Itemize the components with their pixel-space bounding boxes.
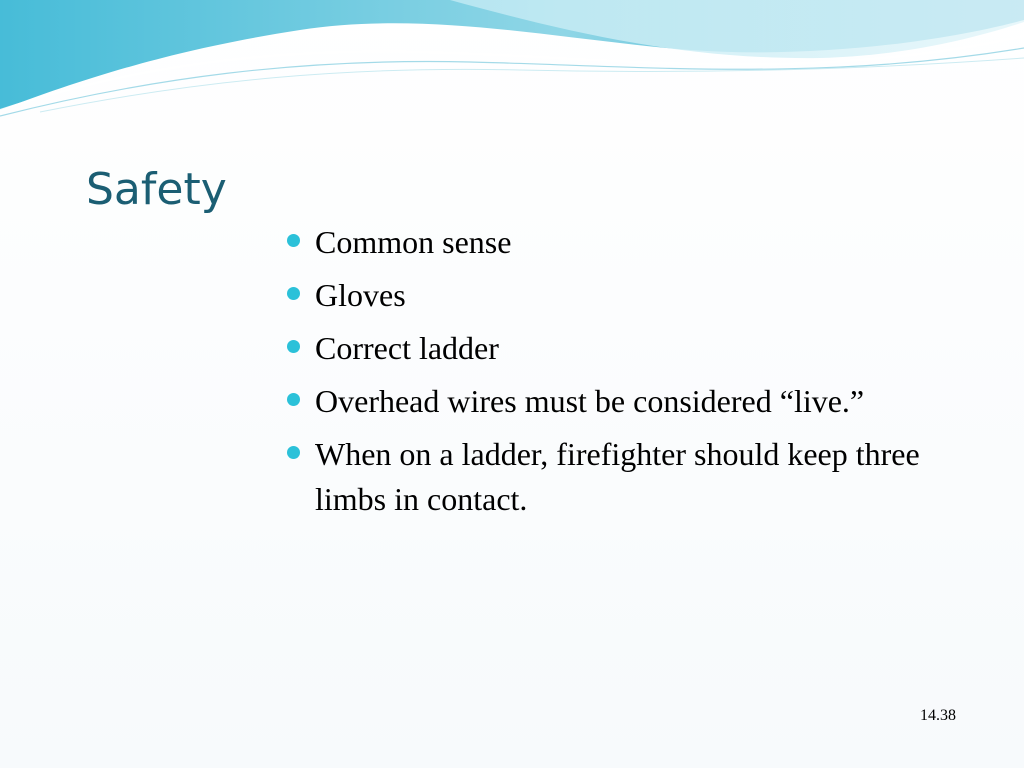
bullet-text: Gloves (315, 277, 406, 313)
bullet-dot-icon (287, 446, 300, 459)
bullet-dot-icon (287, 393, 300, 406)
list-item (284, 432, 924, 522)
bullet-dot-icon (287, 340, 300, 353)
list-item (284, 220, 924, 265)
slide-number: 14.38 (920, 707, 956, 724)
bullet-text: Overhead wires must be considered “live.” (315, 383, 865, 419)
bullet-text: Correct ladder (315, 330, 499, 366)
list-item (284, 273, 924, 318)
bullet-dot-icon (287, 287, 300, 300)
slide-title: Safety (86, 164, 227, 215)
list-item (284, 379, 924, 424)
list-item (284, 326, 924, 371)
bullet-dot-icon (287, 234, 300, 247)
bullet-text: When on a ladder, firefighter should keep three limbs in contact. (315, 436, 920, 517)
header-wave-decoration (0, 0, 1024, 130)
bullet-list (284, 220, 924, 530)
bullet-text: Common sense (315, 224, 512, 260)
